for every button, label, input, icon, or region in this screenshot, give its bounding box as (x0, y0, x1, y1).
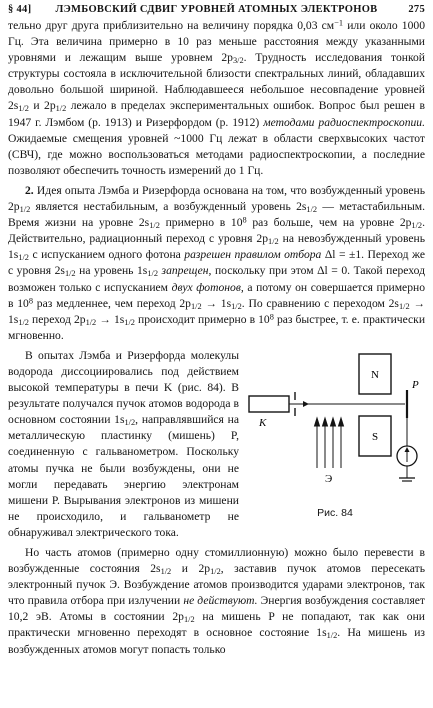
paragraph-2: 2. Идея опыта Лэмба и Ризерфорда основана на том, что возбужденный уровень $2p_{1/2}$ является нестабильным, а возбужденный уровень $2s_{1/2}$ — метастабильным. Время жизни на уровне $2s_{1/2}$ примерно в $10^8$ раз больше, чем на уровне $2p_{1/2}$. Действительно, радиационный переход с уровня $2p_{1/2}$ на невозбужденный уровень $1s_{1/2}$ с испусканием одного фотона разрешен правилом отбора Δl = ±1. Переход же с уровня $2s_{1/2}$ на уровень $1s_{1/2}$ запрещен, поскольку при этом Δl = 0. Такой переход возможен только с испусканием двух фотонов, а потому он совершается примерно в $10^8$ раз медленнее, чем переход $2p_{1/2} \to 1s_{1/2}$. По сравнению с переходом $2s_{1/2} \to 1s_{1/2}$ переход $2p_{1/2} \to 1s_{1/2}$ происходит примерно в $10^8$ раз быстрее, т. е. практически мгновенно. (8, 183, 426, 342)
running-header (8, 2, 425, 18)
label-n: N (371, 368, 379, 381)
beam-arrow-icon (303, 401, 309, 407)
electron-beam-arrows (315, 418, 344, 468)
paragraph-4: Но часть атомов (примерно одну стомиллионную) можно было перевести в возбужденные состояния $2s_{1/2}$ и $2p_{1/2}$, заставив пучок атомов пересекать электронный пучок Э. Возбуждение атомов производится ударами электронов, так что правила отбора при излучении не действуют. Энергия возбуждения составляет 10,2 эВ. Атомы в состоянии $2p_{1/2}$ на мишень P не попадают, так как они практически мгновенно переходят в основное состояние $1s_{1/2}$. На мишень из возбужденных атомов могут попасть только (8, 546, 425, 656)
section-number: § 44] (8, 4, 32, 15)
paragraph-number: 2. (25, 183, 34, 197)
label-p: P (412, 378, 419, 391)
galvanometer-arrow-icon (405, 447, 410, 452)
figure-84 (245, 350, 425, 525)
page-body (8, 18, 425, 708)
label-e: Э (325, 472, 333, 485)
furnace-k (249, 396, 289, 412)
page-number: 275 (408, 4, 425, 15)
label-k: K (259, 416, 267, 429)
lamb-retherford-apparatus-diagram (245, 350, 425, 500)
label-s: S (372, 430, 379, 443)
running-title: ЛЭМБОВСКИЙ СДВИГ УРОВНЕЙ АТОМНЫХ ЭЛЕКТРОНОВ (55, 4, 378, 15)
figure-caption: Рис. 84 (317, 506, 353, 519)
paragraph-1: тельно друг друга приблизительно на величину порядка 0,03 $см^{-1}$ или около 1000 Гц. Эта величина примерно в 10 раз меньше расстояния между указанными уровнями и лежащим выше уровнем $2p_{3/2}$. Трудность исследования тонкой структуры состояла в исключительной близости спектральных линий, обладавших довольно большой шириной. Наблюдавшееся небольшое несовпадение уровней $2s_{1/2}$ и $2p_{1/2}$ лежало в пределах экспериментальных ошибок. Вопрос был решен в 1947 г. Лэмбом (р. 1913) и Ризерфордом (р. 1912) методами радиоспектроскопии. Ожидаемые смещения уровней ~1000 Гц лежат в области сверхвысоких частот (СВЧ), где можно воспользоваться методами радиоспектроскопии, а последние позволяют обеспечить точность измерений до 1 Гц. (8, 18, 425, 177)
paragraph-3: В опытах Лэмба и Ризерфорда молекулы водорода диссоциировались под действием высокой температуры в печи K (рис. 84). В результате получался пучок атомов водорода в основном состоянии $1s_{1/2}$, направлявшийся на металлическую пластинку (мишень) P, соединенную с гальванометром. Поскольку атомы пучка не были возбуждены, они не могли передавать энергию электронам мишени P. Вырывания электронов из мишени не происходило, и гальванометр не обнаруживал электрического тока. (8, 348, 240, 539)
